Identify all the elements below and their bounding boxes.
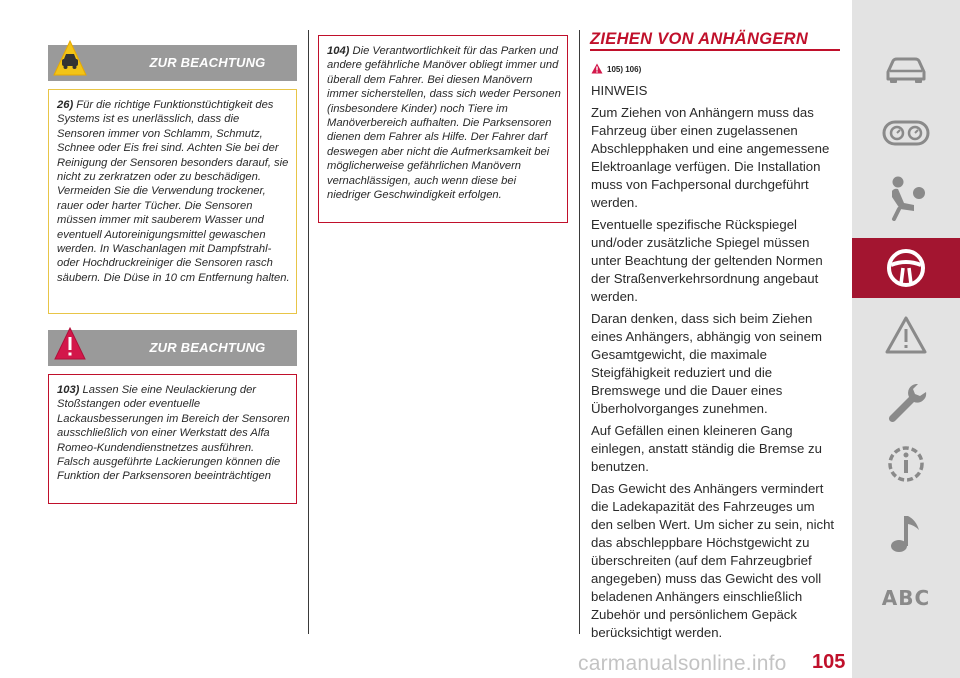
paragraph: Zum Ziehen von Anhängern muss das Fahrzeug über einen zugelassenen Abschlepphaken und eine angemessene Elektroanlage verfügen. Die Installation muss von Fachpersonal durchgeführt werden. (591, 105, 830, 210)
caution-note-header (48, 45, 297, 81)
paragraph: Auf Gefällen einen kleineren Gang einlegen, anstatt ständig die Bremse zu benutzen. (591, 423, 822, 474)
warning-small-icon (591, 63, 603, 76)
section-refs (591, 63, 641, 76)
car-icon (884, 55, 928, 85)
paragraph: Das Gewicht des Anhängers vermindert die Ladekapazität des Fahrzeuges um den selben Wert. Um sicher zu sein, nicht das abschleppbare Höchstgewicht zu überschreiten (auf dem Fahrzeugbrief angegeben) muss das Gewicht des voll beladenen Anhängers einschließlich Zubehör und persönlichem Gepäck berücksichtigt werden. (591, 481, 835, 640)
caution-note-title: ZUR BEACHTUNG (149, 55, 266, 70)
note-ref-103: 103) (57, 384, 80, 396)
nav-item-multimedia[interactable] (852, 503, 960, 563)
hinweis-label: HINWEIS (591, 83, 648, 98)
warning-triangle-icon (53, 324, 87, 364)
warning-note-header (48, 330, 297, 366)
nav-item-safety[interactable] (852, 168, 960, 228)
section-body (591, 82, 839, 646)
instrument-panel-icon (882, 118, 930, 148)
airbag-passenger-icon (884, 175, 928, 221)
caution-car-icon (53, 39, 87, 79)
nav-item-vehicle[interactable] (852, 40, 960, 100)
warning-cont-text: Die Verantwortlichkeit für das Parken und andere gefährliche Manöver obliegt immer und überall dem Fahrer. Bei diesen Manövern immer sicherstellen, dass sich weder Personen (insbesondere Kinder) noch Tiere im Manöverbereich aufhalten. Die Parksensoren dienen dem Fahrer als Hilfe. Der Fahrer darf deswegen aber nicht die Aufmerksamkeit bei möglicherweise gefährlichen Manövern vernachlässigen, auch wenn diese bei niedriger Geschwindigkeit erfolgen. (327, 45, 561, 202)
paragraph: Daran denken, dass sich beim Ziehen eines Anhängers, abhängig von seinem Gesamtgewicht, die maximale Steigfähigkeit reduziert und die Bremswege und die Dauer eines Überholvorganges zunehmen. (591, 311, 822, 416)
chapter-sidebar (852, 0, 960, 678)
warning-note-body (48, 374, 297, 504)
nav-item-dashboard[interactable] (852, 103, 960, 163)
warning-note-continuation (318, 35, 568, 223)
wrench-icon (884, 380, 928, 424)
info-gear-icon (883, 441, 929, 487)
column-divider-left (308, 30, 309, 634)
caution-note-text: Für die richtige Funktionstüchtigkeit des Systems ist es unerlässlich, dass die Sensoren immer von Schlamm, Schmutz, Schnee oder Eis frei sind. Achten Sie bei der Reinigung der Sensoren besonders darauf, sie nicht zu zerkratzen oder zu beschädigen. Vermeiden Sie die Verwendung trockener, rauer oder harter Tücher. Die Sensoren müssen immer mit sauberem Wasser und eventuell Autoreinigungsmittel gewaschen werden. In Waschanlagen mit Dampfstrahl- oder Hochdruckreiniger die Sensoren rasch säubern. Die Düse in 10 cm Entfernung halten. (57, 99, 290, 284)
warning-note-text: Lassen Sie eine Neulackierung der Stoßstangen oder eventuelle Lackausbesserungen im Bereich der Sensoren ausschließlich von einer Werkstatt des Alfa Romeo-Kundendienstnetzes ausführen. Falsch ausgeführte Lackierungen können die Funktion der Parksensoren beeinträchtigen (57, 384, 290, 483)
nav-item-maintenance[interactable] (852, 372, 960, 432)
caution-note-body (48, 89, 297, 314)
section-refs-text: 105) 106) (607, 65, 642, 74)
note-ref-104: 104) (327, 45, 350, 57)
warning-triangle-outline-icon (884, 315, 928, 355)
paragraph: Eventuelle spezifische Rückspiegel und/oder zusätzliche Spiegel müssen unter Beachtung der geltenden Normen der Straßenverkehrsordnung angebaut werden. (591, 217, 823, 304)
watermark: carmanualsonline.info (578, 652, 787, 675)
section-title-rule (590, 49, 840, 51)
music-note-icon (886, 510, 926, 556)
steering-wheel-icon (884, 246, 928, 290)
section-title: ZIEHEN VON ANHÄNGERN (590, 30, 809, 48)
nav-item-emergency[interactable] (852, 305, 960, 365)
nav-item-technical-data[interactable] (852, 434, 960, 494)
warning-note-title: ZUR BEACHTUNG (149, 340, 266, 355)
column-divider-right (579, 30, 580, 634)
abc-index-label: ABC (881, 586, 931, 610)
page-number: 105 (812, 651, 846, 673)
nav-item-driving[interactable] (852, 238, 960, 298)
note-ref-26: 26) (57, 99, 74, 111)
nav-item-index[interactable] (852, 568, 960, 628)
